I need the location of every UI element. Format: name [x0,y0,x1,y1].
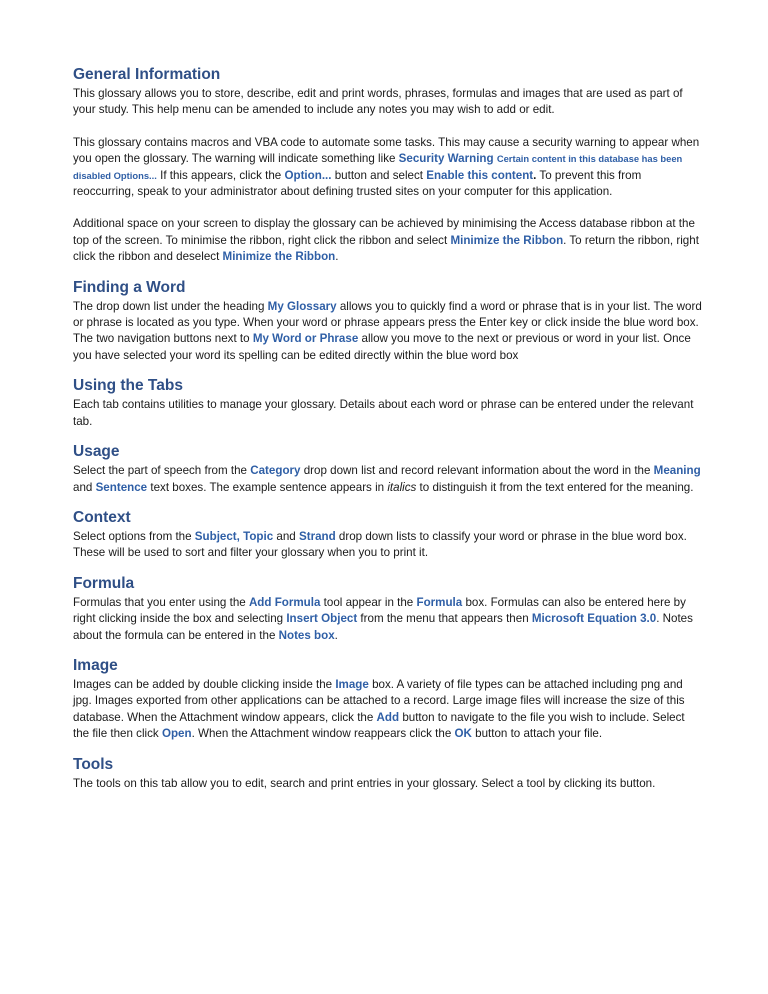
text-run: Select options from the [73,529,195,543]
section-paragraph [73,529,703,562]
section-heading: Formula [73,574,135,592]
text-run: and [273,529,299,543]
section-using-the-tabs [73,377,703,430]
section-context [73,509,703,562]
highlighted-term: Sentence [95,480,148,494]
highlighted-term: Minimize the Ribbon [450,233,564,247]
text-run: button to attach your file. [471,727,603,741]
highlighted-term: Category [250,464,301,478]
text-run: If this appears, click the [156,168,285,182]
text-run: Additional space on your screen to display the glossary can be achieved by minimising the Access database ribbon at the top of the screen. To minimise the ribbon, right click the ribbon and select [73,217,695,247]
text-run: . When the Attachment window reappears click the [191,727,455,741]
highlighted-term: OK [454,727,472,741]
text-run: button and select [331,168,427,182]
section-heading: Image [73,656,118,674]
highlighted-term: Certain content in this database has been disabled Options... [73,153,683,181]
highlighted-term: Subject, Topic [194,529,274,543]
section-paragraph [73,677,703,743]
highlighted-term: Minimize the Ribbon [222,250,336,264]
text-run: . To return the ribbon, right click the ribbon and deselect [73,233,699,264]
highlighted-term: italics [387,480,417,494]
highlighted-term: My Word or Phrase [252,332,359,346]
text-run: drop down list and record relevant information about the word in the [300,464,654,478]
section-heading: Tools [73,755,114,773]
highlighted-term: Notes box [278,628,335,642]
section-formula [73,575,703,644]
highlighted-term: Add [376,710,400,724]
help-document [73,66,703,792]
text-run: from the menu that appears then [357,612,532,626]
section-paragraph [73,397,703,430]
section-paragraph [73,776,703,792]
highlighted-term: Insert Object [286,612,358,626]
text-run: and [73,480,96,494]
section-heading: Using the Tabs [73,377,183,395]
highlighted-term: My Glossary [267,299,337,313]
section-heading: Usage [73,443,120,461]
text-run: Select the part of speech from the [73,464,251,478]
section-paragraph [73,299,703,365]
text-run: The tools on this tab allow you to edit, search and print entries in your glossary. Select a tool by clicking its button. [73,776,656,790]
text-run: to distinguish it from the text entered for the meaning. [416,480,694,494]
highlighted-term: Strand [298,529,336,543]
highlighted-term: Microsoft Equation 3.0 [531,612,657,626]
section-tools [73,756,703,792]
highlighted-term: Enable this content [426,168,534,182]
section-heading: General Information [73,66,221,83]
highlighted-term: Option... [284,168,332,182]
section-image [73,657,703,743]
text-run: allow you move to the next or previous or word in your list. Once you have selected your word its spelling can be edited directly within the blue word box [73,332,691,362]
text-run: Images can be added by double clicking inside the [73,677,336,691]
highlighted-term: Image [335,677,369,691]
text-run: . [334,628,338,642]
highlighted-term: . [533,168,537,182]
highlighted-term: Open [161,727,192,741]
highlighted-term: Security Warning [398,152,494,166]
text-run: Formulas that you enter using the [73,595,249,609]
section-paragraph [73,135,703,201]
highlighted-term: Add Formula [248,595,321,609]
text-run: box. Formulas can also be entered here by right clicking inside the box and selecting [73,595,686,626]
text-run: tool appear in the [320,595,417,609]
text-run: Each tab contains utilities to manage your glossary. Details about each word or phrase can be entered under the relevant tab. [73,398,694,428]
text-run: text boxes. The example sentence appears in [147,480,388,494]
section-paragraph [73,86,703,119]
text-run: box. A variety of file types can be attached including png and jpg. Images exported from other applications can be attached to a record. Large image files will increase the size of this database. When the Attachment window appears, click the [73,677,685,724]
text-run: This glossary contains macros and VBA code to automate some tasks. This may cause a security warning to appear when you open the glossary. The warning will indicate something like [73,135,700,166]
section-general-information [73,66,703,266]
section-finding-a-word [73,279,703,365]
highlighted-term: Formula [416,595,463,609]
text-run: drop down lists to classify your word or phrase in the blue word box. These will be used to sort and filter your glossary when you to print it. [73,529,687,560]
text-run: . Notes about the formula can be entered in the [73,612,693,642]
section-paragraph [73,216,703,265]
text-run: . [335,250,339,264]
section-paragraph [73,463,703,496]
text-run: This glossary allows you to store, describe, edit and print words, phrases, formulas and images that are used as part of your study. This help menu can be amended to include any notes you may wish to add or edit. [73,87,683,117]
section-paragraph [73,595,703,644]
text-run: The drop down list under the heading [73,299,268,313]
section-heading: Context [73,508,131,526]
text-run: button to navigate to the file you wish to include. Select the file then click [73,710,685,741]
section-heading: Finding a Word [73,278,186,296]
highlighted-term: Meaning [653,464,701,478]
text-run: allows you to quickly find a word or phrase that is in your list. The word or phrase is located as you type. When your word or phrase appears press the Enter key or click inside the blue word box. The two navigation buttons next to [73,299,702,346]
section-usage [73,443,703,496]
text-run: To prevent this from reoccurring, speak to your administrator about defining trusted sites on your computer for this application. [73,168,642,199]
